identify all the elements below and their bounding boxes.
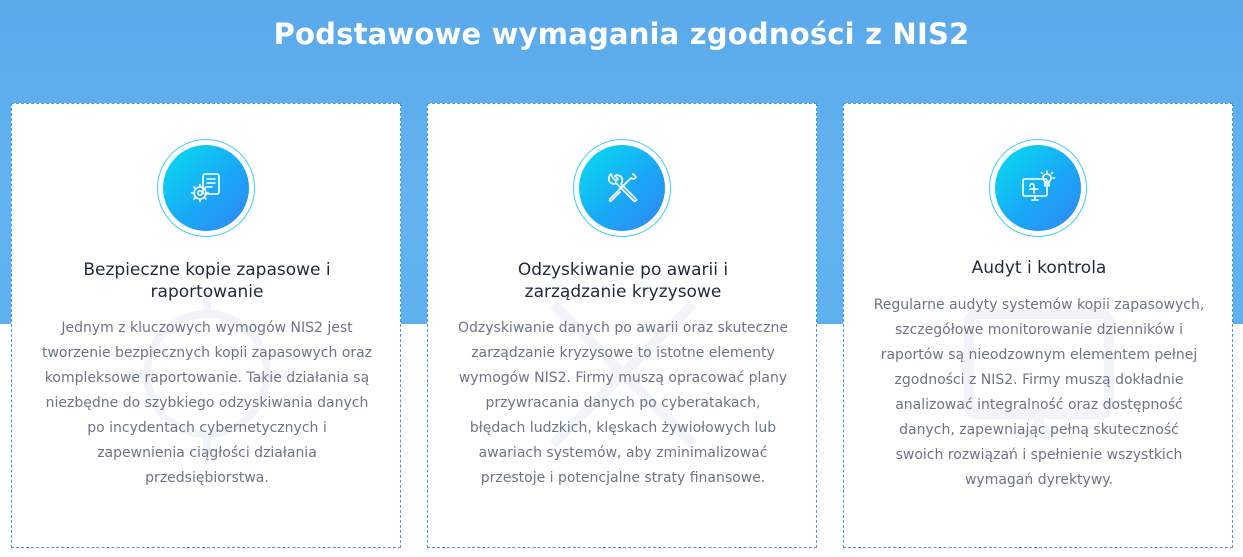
card-title: Bezpieczne kopie zapasowe i raportowanie (83, 260, 331, 302)
card-description: Regularne audyty systemów kopii zapasowych, szczegółowe monitorowanie dzienników i raportów są nieodzownym elementem pełnej zgodności z NIS2. Firmy muszą dokładnie analizować integralność oraz dostępność danych, zapewniając pełną skuteczność swoich rozwiązań i spełnienie wszystkich wymagań dyrektywy. (873, 297, 1205, 488)
section-title: Podstawowe wymagania zgodności z NIS2 (273, 17, 970, 51)
card-title: Audyt i kontrola (971, 258, 1107, 278)
wrench-screwdriver-icon (579, 145, 665, 231)
icon-ring (989, 139, 1087, 237)
card-disaster-recovery (427, 103, 817, 548)
monitor-audit-icon (995, 145, 1081, 231)
gear-shield-backup-icon (163, 145, 249, 231)
card-backup-reporting (11, 103, 401, 548)
card-description: Odzyskiwanie danych po awarii oraz skuteczne zarządzanie kryzysowe to istotne elementy wymogów NIS2. Firmy muszą opracować plany przywracania danych po cyberatakach, błędach ludzkich, klęskach żywiołowych lub awariach systemów, aby zminimalizować przestoje i potencjalne straty finansowe. (457, 320, 788, 486)
icon-ring (157, 139, 255, 237)
card-description: Jednym z kluczowych wymogów NIS2 jest tworzenie bezpiecznych kopii zapasowych oraz kompleksowe raportowanie. Takie działania są niezbędne do szybkiego odzyskiwania danych po incydentach cybernetycznych i zapewnienia ciągłości działania przedsiębiorstwa. (41, 320, 373, 486)
card-audit-control (843, 103, 1233, 548)
icon-ring (573, 139, 671, 237)
card-title: Odzyskiwanie po awarii i zarządzanie kryzysowe (517, 260, 729, 302)
